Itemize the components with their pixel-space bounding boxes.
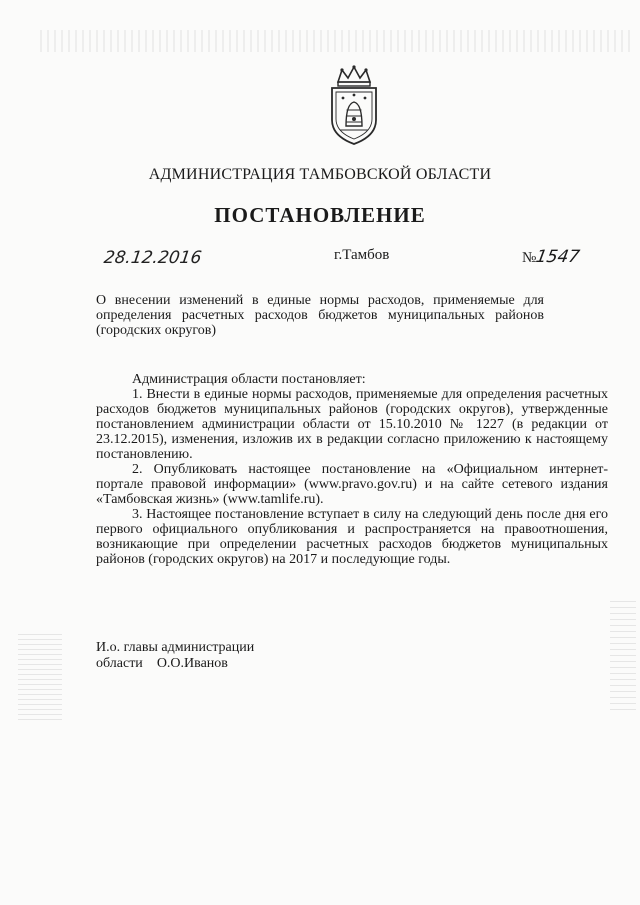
signer-name: О.О.Иванов — [156, 656, 228, 671]
signature-block — [96, 640, 254, 672]
coat-of-arms-icon — [324, 64, 384, 146]
preamble: Администрация области постановляет: — [132, 372, 366, 387]
number-prefix: № — [522, 250, 537, 266]
scan-noise-left — [18, 630, 62, 720]
signer-row — [96, 656, 254, 672]
signer-region: области — [96, 656, 143, 671]
body-item-2: 2. Опубликовать настоящее постановление на «Официальном интернет-портале правовой информации» (www.pravo.gov.ru) и на сайте сетевого издания «Тамбовская жизнь» (www.tamlife.ru). — [96, 462, 608, 507]
body-item-1: 1. Внести в единые нормы расходов, применяемые для определения расчетных расходов бюджетов муниципальных районов (городских округов), утвержденные постановлением администрации области от 15.10.2010 № 1227 (в редакции от 23.12.2015), изменения, изложив их в редакции согласно приложению к настоящему постановлению. — [96, 387, 608, 462]
document-body — [96, 372, 608, 567]
document-subject: О внесении изменений в единые нормы расходов, применяемые для определения расчетных расходов бюджетов муниципальных районов (городских округов) — [96, 293, 544, 338]
document-date: 28.12.2016 — [102, 248, 203, 268]
document-number — [522, 247, 580, 267]
number-value: 1547 — [534, 247, 582, 267]
organization-name: АДМИНИСТРАЦИЯ ТАМБОВСКОЙ ОБЛАСТИ — [148, 166, 492, 183]
scan-noise-top — [40, 30, 630, 52]
scan-noise-right — [610, 600, 636, 710]
signer-title: И.о. главы администрации — [96, 640, 255, 655]
document-type-title: ПОСТАНОВЛЕНИЕ — [214, 203, 426, 227]
document-city: г.Тамбов — [334, 247, 390, 263]
body-item-3: 3. Настоящее постановление вступает в силу на следующий день после дня его первого официального опубликования и распространяется на правоотношения, возникающие при определении расчетных расходов бюджетов муниципальных районов (городских округов) на 2017 и последующие годы. — [96, 507, 608, 567]
